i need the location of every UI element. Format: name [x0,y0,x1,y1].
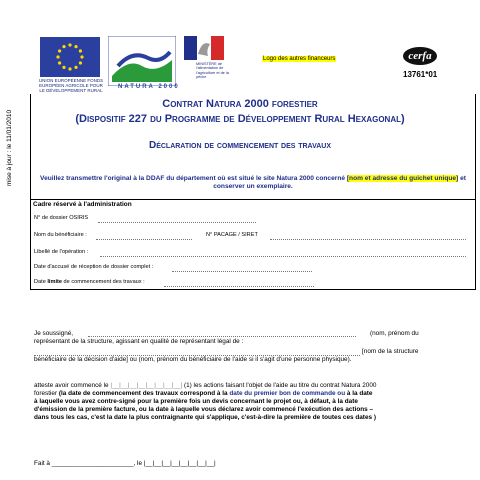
representative-line: représentant de la structure, agissant en qualité de représentant légal de : [34,338,244,345]
natura-2000-logo [108,36,176,86]
transmission-instruction [34,175,472,191]
operation-field[interactable] [100,256,466,257]
operation-label: Libellé de l'opération : [34,249,89,255]
form-title: Contrat Natura 2000 forestier [162,98,318,110]
pacage-siret-label: N° PACAGE / SIRET [206,232,258,238]
declarant-line-end: (nom, prénom du [370,330,419,337]
start-date-explanation-1 [34,390,474,398]
structure-label: [nom de la structure [362,348,419,355]
eu-flag-logo [40,37,100,77]
start-date-text-b: (1) les actions faisant l'objet de l'aide au titre du contrat Natura 2000 [182,382,377,389]
osiris-number-label: N° de dossier OSIRIS [34,215,89,221]
start-date-text-a: atteste avoir commencé le [34,382,111,389]
start-date-explanation-3: d'émission de la première facture, ou la date à laquelle vous déclarez avoir commencé l'exécution des actions – [34,406,374,413]
deadline-label-c: de commencement des travaux : [62,279,145,285]
cerfa-logo: cerfa [403,47,437,65]
explanation-bold-b: à la date [345,390,373,397]
start-date-line [34,382,474,390]
instruction-text-b: et conserver un exemplaire. [213,175,466,190]
beneficiary-line: bénéficiaire de la décision d'aide] ou (nom, prénom du bénéficiaire de l'aide si il s'agit d'une personne physique). [34,356,352,363]
marianne-logo [184,36,224,60]
start-date-explanation-4: dans tous les cas, c'est la date la plus contraignante qui s'applique, c'est-à-dire la première de toutes ces dates ) [34,414,376,421]
cerfa-number: 13761*01 [403,70,438,79]
osiris-number-field[interactable] [98,222,256,223]
explanation-forestier: forestier [34,390,59,397]
deadline-label-a: Date [34,279,48,285]
ministry-caption: MINISTÈRE de l'alimentation de l'agriculture et de la pêche [196,62,229,80]
form-subtitle: (Dispositif 227 du Programme de Développement Rural Hexagonal) [75,113,405,125]
deadline-date-field[interactable] [164,286,314,287]
declarant-line-start: Je soussigné, [34,330,74,337]
start-date-explanation-2: à laquelle vous avez contre-signé pour la première fois un devis concernant le projet ou, à défaut, à la date [34,398,358,405]
deadline-date-label [34,279,145,285]
signature-place-date[interactable]: Fait à _______________________, le |__|__|__|__|__|__|__|__| [34,460,216,467]
instruction-text-a: Veuillez transmettre l'original à la DDAF du département où est situé le site Natura 2000 concerné [40,175,347,182]
pacage-siret-field[interactable] [270,239,466,240]
admin-reserved-box [30,200,476,290]
beneficiary-name-field[interactable] [96,239,192,240]
admin-box-title: Cadre réservé à l'administration [33,201,132,208]
natura-text: NATURA 2000 [118,84,180,90]
eu-caption: UNION EUROPÉENNE FONDS EUROPÉEN AGRICOLE POUR LE DÉVELOPPEMENT RURAL [38,78,104,93]
beneficiary-name-label: Nom du bénéficiaire : [34,232,87,238]
explanation-bold-a: (la date de commencement des travaux correspond à la [58,390,230,397]
declaration-title: Déclaration de commencement des travaux [148,140,332,151]
declarant-name-field[interactable] [88,336,356,337]
guichet-unique-placeholder: [nom et adresse du guichet unique] [346,175,459,182]
receipt-date-field[interactable] [172,271,312,272]
update-date-text: mise à jour : le 11/01/2010 [6,109,13,186]
deadline-label-b: limite [47,279,62,285]
other-funders-logo-placeholder: Logo des autres financeurs [263,56,336,62]
receipt-date-label: Date d'accusé de réception de dossier complet : [34,264,154,270]
start-date-boxes[interactable]: |__|__|__|__|__|__|__|__| [110,382,183,389]
explanation-blue: date du premier bon de commande ou [229,390,346,397]
